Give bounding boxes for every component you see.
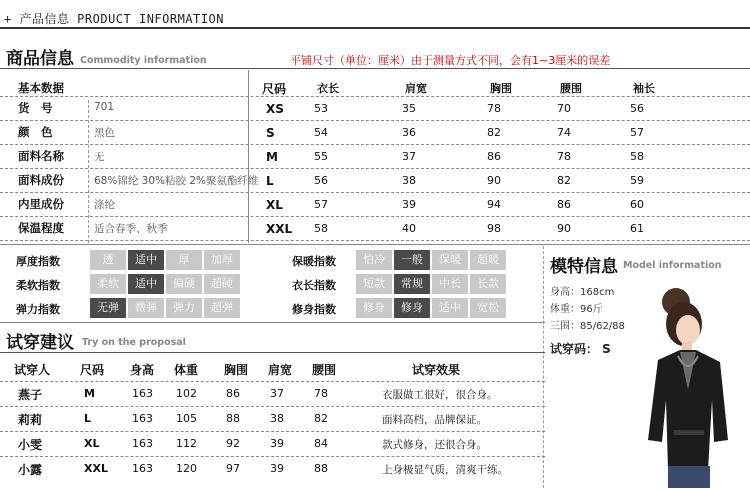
model-weight: 体重：96斤 — [550, 304, 603, 315]
size-value: 40 — [402, 222, 416, 235]
size-value: 90 — [487, 174, 501, 187]
tryon-row-divider — [0, 456, 545, 457]
size-col-header: 衣长 — [317, 82, 339, 95]
size-value: 58 — [630, 150, 644, 163]
tryon-header-person: 试穿人 — [14, 363, 51, 377]
size-label: XL — [266, 198, 283, 212]
index-option: 怕冷 — [356, 250, 392, 270]
tryon-table — [0, 354, 545, 488]
index-option: 柔软 — [90, 274, 126, 294]
tryon-effect: 款式修身，还很合身。 — [382, 439, 487, 451]
size-value: 37 — [402, 150, 416, 163]
index-option: 透 — [90, 250, 126, 270]
model-photo — [628, 280, 748, 488]
tryon-value: 39 — [270, 437, 284, 450]
commodity-subtitle: Commodity information — [80, 55, 207, 66]
basic-label: 保温程度 — [18, 221, 64, 235]
basic-label: 面料名称 — [18, 149, 64, 163]
basic-value: 适合春季、秋季 — [94, 223, 168, 235]
index-option: 短款 — [356, 274, 392, 294]
size-value: 82 — [557, 174, 571, 187]
model-title: 模特信息 — [550, 257, 618, 277]
tryon-value: 86 — [226, 387, 240, 400]
tryon-title: 试穿建议 — [6, 333, 74, 353]
index-option: 修身 — [394, 298, 430, 318]
index-option: 一般 — [394, 250, 430, 270]
table-row-divider — [0, 96, 750, 97]
tryon-value: L — [84, 412, 92, 425]
tryon-row-divider — [0, 406, 545, 407]
size-value: 57 — [314, 198, 328, 211]
tryon-value: 38 — [270, 412, 284, 425]
index-option: 宽松 — [470, 298, 506, 318]
table-row-divider — [0, 216, 750, 217]
index-option: 超弹 — [204, 298, 240, 318]
tryon-row-divider — [0, 381, 545, 382]
basic-label: 货 号 — [18, 101, 53, 115]
tryon-row-divider — [0, 431, 545, 432]
size-col-header: 尺码 — [262, 82, 287, 96]
tryon-value: 78 — [314, 387, 328, 400]
index-option: 长款 — [470, 274, 506, 294]
tryon-subtitle: Try on the proposal — [82, 337, 186, 348]
size-value: 90 — [557, 222, 571, 235]
table-row-divider — [0, 192, 750, 193]
table-row-divider — [0, 168, 750, 169]
index-option: 适中 — [432, 298, 468, 318]
size-value: 54 — [314, 126, 328, 139]
size-value: 61 — [630, 222, 644, 235]
tryon-value: M — [84, 387, 95, 400]
tryon-value: 163 — [132, 462, 153, 475]
index-option: 偏硬 — [166, 274, 202, 294]
tryon-value: 92 — [226, 437, 240, 450]
size-value: 74 — [557, 126, 571, 139]
tryon-person: 燕子 — [18, 388, 43, 402]
basic-data-table — [0, 70, 750, 245]
index-option: 厚 — [166, 250, 202, 270]
index-option: 加厚 — [204, 250, 240, 270]
index-option: 超暖 — [470, 250, 506, 270]
index-label: 修身指数 — [292, 303, 336, 316]
index-option: 中长 — [432, 274, 468, 294]
tryon-value: 120 — [176, 462, 197, 475]
index-label: 弹力指数 — [16, 303, 60, 316]
index-label: 柔软指数 — [16, 279, 60, 292]
size-value: 56 — [630, 102, 644, 115]
tryon-divider — [0, 352, 545, 353]
commodity-title: 商品信息 — [6, 49, 74, 69]
basic-value: 68%锦纶 30%粘胶 2%聚氨酯纤维 — [94, 175, 259, 187]
size-value: 86 — [557, 198, 571, 211]
size-value: 59 — [630, 174, 644, 187]
tryon-value: 163 — [132, 387, 153, 400]
index-option: 常规 — [394, 274, 430, 294]
index-option: 适中 — [128, 250, 164, 270]
size-label: XS — [266, 102, 284, 116]
size-label: M — [266, 150, 278, 164]
table-row-divider — [0, 144, 750, 145]
tryon-person: 小露 — [18, 463, 43, 477]
basic-label: 颜 色 — [18, 125, 53, 139]
tryon-value: 163 — [132, 437, 153, 450]
tryon-value: XXL — [84, 462, 108, 475]
commodity-divider — [0, 68, 750, 69]
size-col-header: 肩宽 — [405, 82, 427, 95]
size-value: 86 — [487, 150, 501, 163]
tryon-value: 97 — [226, 462, 240, 475]
index-option: 弹力 — [166, 298, 202, 318]
size-value: 98 — [487, 222, 501, 235]
index-label: 保暖指数 — [292, 255, 336, 268]
index-option: 适中 — [128, 274, 164, 294]
tryon-value: 88 — [226, 412, 240, 425]
index-label: 衣长指数 — [292, 279, 336, 292]
tryon-value: 39 — [270, 462, 284, 475]
index-top-divider — [0, 244, 750, 245]
size-value: 38 — [402, 174, 416, 187]
tryon-person: 莉莉 — [18, 413, 43, 427]
size-value: 78 — [557, 150, 571, 163]
index-option: 保暖 — [432, 250, 468, 270]
size-value: 56 — [314, 174, 328, 187]
basic-value: 701 — [94, 101, 115, 113]
size-value: 39 — [402, 198, 416, 211]
tryon-header-size: 尺码 — [80, 363, 105, 377]
tryon-value: 37 — [270, 387, 284, 400]
size-value: 58 — [314, 222, 328, 235]
basic-label-divider — [88, 100, 89, 243]
indices-panel — [0, 246, 545, 322]
tryon-effect: 面料高档，品牌保证。 — [382, 414, 487, 426]
index-option: 修身 — [356, 298, 392, 318]
basic-label: 内里成份 — [18, 197, 64, 211]
tryon-header-height: 身高 — [130, 363, 155, 377]
size-value: 78 — [487, 102, 501, 115]
tryon-value: 88 — [314, 462, 328, 475]
model-measurements: 三围：85/62/88 — [550, 321, 625, 332]
size-label: XXL — [266, 222, 293, 236]
tryon-value: 163 — [132, 412, 153, 425]
tryon-header-effect: 试穿效果 — [412, 363, 461, 377]
index-label: 厚度指数 — [16, 255, 60, 268]
basic-value: 黑色 — [94, 127, 115, 139]
size-col-header: 腰围 — [560, 82, 582, 95]
size-label: S — [266, 126, 275, 140]
model-height: 身高：168cm — [550, 287, 615, 298]
tryon-header-shoulder: 肩宽 — [268, 363, 293, 377]
size-value: 57 — [630, 126, 644, 139]
measurement-notice: 平铺尺寸（单位：厘米）由于测量方式不同，会有1~3厘米的误差 — [290, 54, 611, 67]
tryon-top-divider — [0, 322, 545, 323]
index-option: 微弹 — [128, 298, 164, 318]
index-option: 无弹 — [90, 298, 126, 318]
index-option: 超硬 — [204, 274, 240, 294]
size-value: 36 — [402, 126, 416, 139]
tryon-value: 102 — [176, 387, 197, 400]
basic-value: 涤纶 — [94, 199, 115, 211]
section-header-title: + 产品信息 PRODUCT INFORMATION — [4, 12, 224, 26]
tryon-header-waist: 腰围 — [312, 363, 337, 377]
tryon-value: XL — [84, 437, 100, 450]
table-row-divider — [0, 240, 750, 241]
size-value: 55 — [314, 150, 328, 163]
tryon-effect: 衣服做工很好，很合身。 — [382, 389, 498, 401]
tryon-effect: 上身极显气质，清爽干练。 — [382, 464, 508, 476]
tryon-person: 小雯 — [18, 438, 43, 452]
tryon-value: 105 — [176, 412, 197, 425]
basic-data-header: 基本数据 — [18, 81, 64, 95]
size-value: 53 — [314, 102, 328, 115]
size-value: 35 — [402, 102, 416, 115]
basic-label: 面料成份 — [18, 173, 64, 187]
basic-value: 无 — [94, 151, 105, 163]
size-value: 94 — [487, 198, 501, 211]
tryon-value: 84 — [314, 437, 328, 450]
size-col-header: 袖长 — [633, 82, 655, 95]
tryon-header-weight: 体重 — [174, 363, 199, 377]
size-value: 82 — [487, 126, 501, 139]
size-col-header: 胸围 — [490, 82, 512, 95]
tryon-header-bust: 胸围 — [224, 363, 249, 377]
table-row-divider — [0, 120, 750, 121]
size-label: L — [266, 174, 274, 188]
model-subtitle: Model information — [623, 260, 722, 271]
model-try-size: 试穿码： S — [550, 342, 611, 356]
header-divider — [0, 27, 750, 29]
tryon-value: 82 — [314, 412, 328, 425]
size-value: 60 — [630, 198, 644, 211]
size-value: 70 — [557, 102, 571, 115]
tryon-value: 112 — [176, 437, 197, 450]
